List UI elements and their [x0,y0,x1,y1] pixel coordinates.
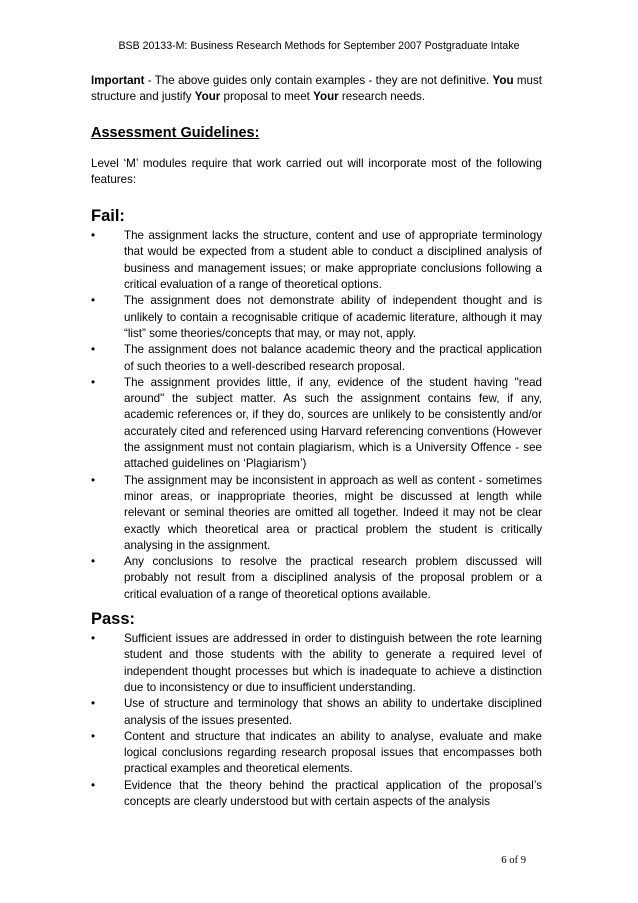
bullet-icon: • [91,632,96,646]
bullet-icon: • [91,473,96,487]
bullet-icon: • [91,294,96,308]
assessment-guidelines-heading: Assessment Guidelines: [91,124,260,141]
fail-criteria-list [91,228,542,603]
page-content [91,73,542,810]
bullet-icon: • [91,375,96,389]
bullet-icon: • [91,229,96,243]
bullet-icon: • [91,729,96,743]
list-item: • Content and structure that indicates an ability to analyse, evaluate and make logical conclusions regarding research proposal issues that encompasses both practical examples and theoretical elements. [91,729,542,776]
bullet-icon: • [91,778,96,792]
pass-heading: Pass: [91,610,136,629]
list-item: • The assignment does not demonstrate ability of independent thought and is unlikely to contain a recognisable critique of academic literature, although it may “list” some theories/concepts that may, or may not, apply. [91,294,542,340]
list-item: • Sufficient issues are addressed in order to distinguish between the rote learning student and those students with the ability to generate a required level of independent thought processes but which is inadequate to achieve a distinction due to inconsistency or due to insufficient understanding. [91,632,542,694]
assessment-intro: Level ‘M’ modules require that work carried out will incorporate most of the following features: [91,156,542,186]
bullet-icon: • [91,343,96,357]
important-note: Important - The above guides only contain examples - they are not definitive. You must structure and justify Your proposal to meet Your research needs. [91,74,542,104]
list-item: • Evidence that the theory behind the practical application of the proposal’s concepts are clearly understood but with certain aspects of the analysis [91,778,542,808]
bullet-icon: • [91,697,96,711]
list-item: • The assignment lacks the structure, content and use of appropriate terminology that would be expected from a student able to conduct a disciplined analysis of business and management issues; or make appropriate conclusions following a critical evaluation of a range of theoretical options. [91,229,542,292]
list-item: • The assignment provides little, if any, evidence of the student having "read around" the subject matter. As such the assignment contains few, if any, academic references or, if they do, sources are unlikely to be consistently and/or accurately cited and referenced using Harvard referencing conventions (However the assignment must not contain plagiarism, which is a University Offence - see attached guidelines on ‘Plagiarism’) [91,375,542,471]
page-number: 6 of 9 [501,855,526,866]
pass-criteria-list [91,631,542,810]
list-item: • The assignment does not balance academic theory and the practical application of such theories to a well-described research proposal. [91,343,542,373]
list-item: • Use of structure and terminology that shows an ability to undertake disciplined analysis of the issues presented. [91,697,542,727]
bullet-icon: • [91,555,96,569]
important-label: Important [91,74,145,87]
running-header: BSB 20133-M: Business Research Methods for September 2007 Postgraduate Intake [118,40,520,52]
fail-heading: Fail: [91,207,125,226]
list-item: • Any conclusions to resolve the practical research problem discussed will probably not result from a disciplined analysis of the proposal problem or a critical evaluation of a range of theoretical options available. [91,555,542,601]
list-item: • The assignment may be inconsistent in approach as well as content - sometimes minor areas, or inappropriate theories, might be discussed at length while relevant or seminal theories are omitted all together. Indeed it may not be clear exactly which theoretical area or practical problem the student is critically analysing in the assignment. [91,473,542,552]
